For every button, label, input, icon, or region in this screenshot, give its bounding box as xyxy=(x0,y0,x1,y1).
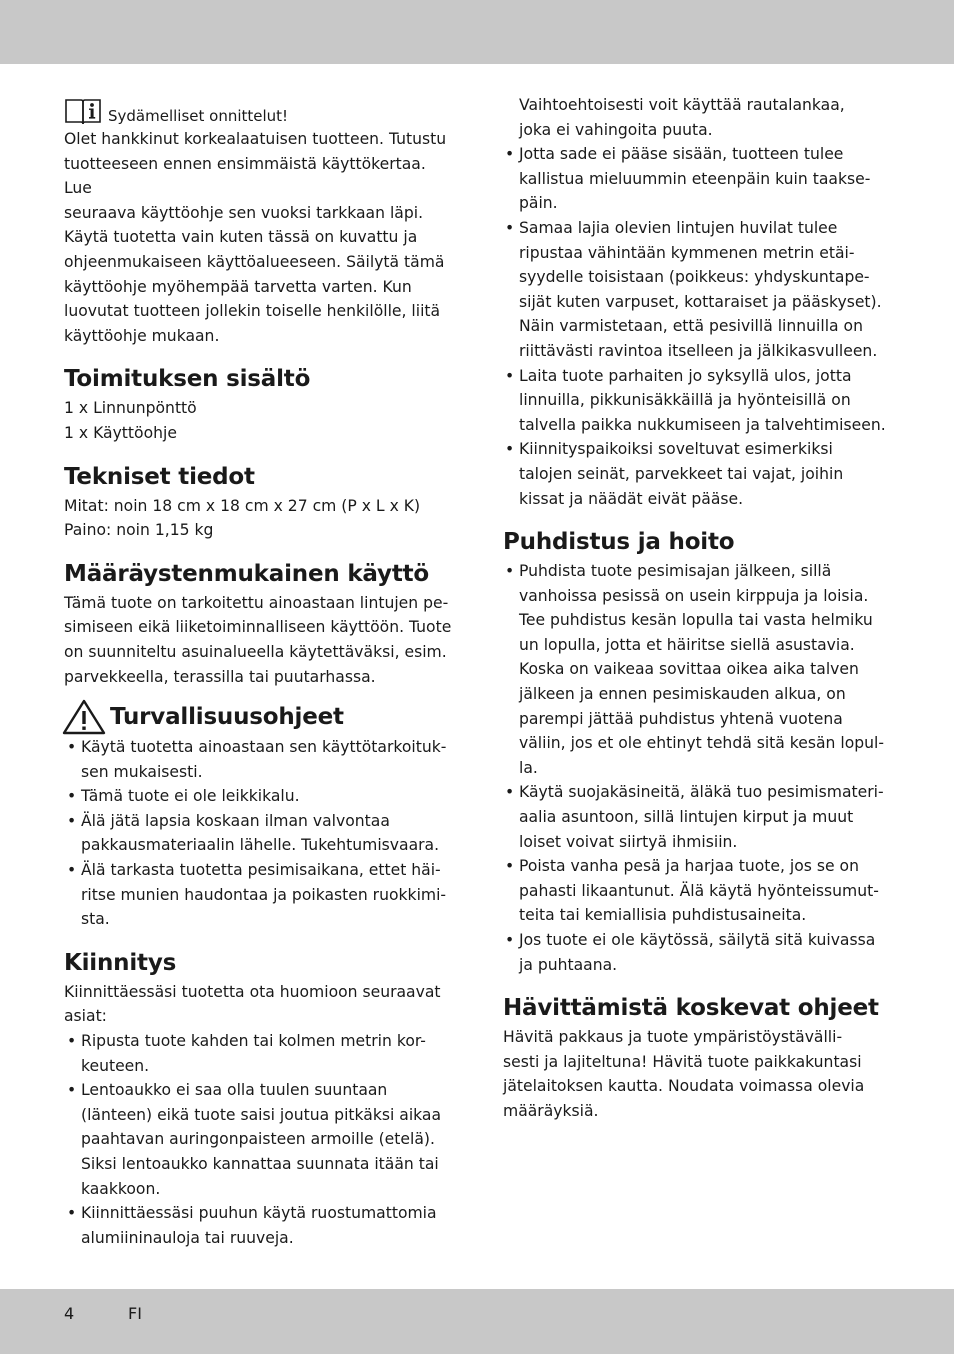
list-item-line: kaakkoon. xyxy=(81,1179,161,1198)
list-item-line: • Tämä tuote ei ole leikkikalu. xyxy=(81,787,300,806)
info-book-icon xyxy=(64,96,102,126)
delivery-list xyxy=(64,396,452,445)
list-item xyxy=(503,559,889,780)
warning-triangle-icon xyxy=(62,699,106,735)
list-item xyxy=(503,780,889,854)
mounting-line: Kiinnittäessäsi tuotetta ota huomioon seuraavat xyxy=(64,982,441,1001)
list-item-line: • Kiinnittäessäsi puuhun käytä ruostumattomia xyxy=(81,1204,437,1223)
list-item-line: • Laita tuote parhaiten jo syksyllä ulos, jotta xyxy=(519,366,852,385)
disposal-line: Hävitä pakkaus ja tuote ympäristöystävälli- xyxy=(503,1028,843,1047)
list-item xyxy=(503,437,889,511)
list-item-line: sen mukaisesti. xyxy=(81,762,203,781)
mounting-heading: Kiinnitys xyxy=(64,949,177,976)
list-item-line: • Samaa lajia olevien lintujen huvilat tulee xyxy=(519,218,838,237)
list-item xyxy=(64,1078,452,1201)
list-item-line: Tee puhdistus kesän lopulla tai vasta helmiku xyxy=(519,611,873,630)
intro-line: ohjeenmukaiseen käyttöalueeseen. Säilytä tämä xyxy=(64,252,445,271)
intro-greeting-line xyxy=(64,96,452,126)
tech-line: Mitat: noin 18 cm x 18 cm x 27 cm (P x L x K) xyxy=(64,496,421,515)
continued-line: joka ei vahingoita puuta. xyxy=(519,120,713,139)
list-item-line: loiset voivat siirtyä ihmisiin. xyxy=(519,832,738,851)
cleaning-list xyxy=(503,559,889,977)
mounting-list xyxy=(64,1029,452,1250)
list-item xyxy=(64,809,452,858)
safety-heading: Turvallisuusohjeet xyxy=(110,704,344,731)
list-item-line: • Käytä suojakäsineitä, äläkä tuo pesimismateri- xyxy=(519,783,884,802)
list-item-line: Siksi lentoaukko kannattaa suunnata itään tai xyxy=(81,1155,439,1173)
list-item-line: linnuilla, pikkunisäkkäillä ja hyönteisillä on xyxy=(519,391,851,410)
disposal-line: sesti ja lajiteltuna! Hävitä tuote paikkakuntasi xyxy=(503,1052,862,1071)
safety-list xyxy=(64,735,452,932)
page-language: FI xyxy=(128,1304,142,1323)
intro-paragraph xyxy=(64,127,452,348)
tech-heading: Tekniset tiedot xyxy=(64,463,255,490)
cleaning-heading: Puhdistus ja hoito xyxy=(503,529,735,556)
intro-line: Käytä tuotetta vain kuten tässä on kuvattu ja xyxy=(64,228,418,247)
mounting-continued xyxy=(503,93,889,142)
delivery-line: 1 x Käyttöohje xyxy=(64,423,177,442)
list-item-line: Näin varmistetaan, että pesivillä linnuilla on xyxy=(519,317,863,336)
list-item-line: parempi jättää puhdistus yhtenä vuotena xyxy=(519,709,843,728)
disposal-heading: Hävittämistä koskevat ohjeet xyxy=(503,995,879,1022)
mounting-list-continued xyxy=(503,142,889,511)
list-item-line: • Lentoaukko ei saa olla tuulen suuntaan xyxy=(81,1081,388,1100)
intro-greeting: Sydämelliset onnittelut! xyxy=(108,107,289,125)
list-item-line: • Jotta sade ei pääse sisään, tuotteen tulee xyxy=(519,145,844,164)
list-item-line: ja puhtaana. xyxy=(519,955,618,974)
list-item-line: riittävästi ravintoa itselleen ja jälkikasvulleen. xyxy=(519,341,878,360)
disposal-paragraph xyxy=(503,1025,889,1123)
list-item xyxy=(503,364,889,438)
list-item-line: kissat ja näädät eivät pääse. xyxy=(519,489,744,508)
list-item-line: talvella paikka nukkumiseen ja talvehtimiseen. xyxy=(519,415,886,434)
right-column xyxy=(503,93,889,1124)
intro-line: tuotteeseen ennen ensimmäistä käyttökertaa. Lue xyxy=(64,154,426,198)
list-item-line: vanhoissa pesissä on usein kirppuja ja loisia. xyxy=(519,586,869,605)
list-item-line: • Älä jätä lapsia koskaan ilman valvontaa xyxy=(81,811,390,830)
list-item-line: syydelle toisistaan (poikkeus: yhdyskuntape- xyxy=(519,268,870,287)
list-item-line: • Älä tarkasta tuotetta pesimisaikana, ettet häi- xyxy=(81,861,441,880)
list-item-line: sijät kuten varpuset, kottaraiset ja pääskyset). xyxy=(519,292,882,311)
left-column xyxy=(64,96,452,1250)
list-item xyxy=(503,854,889,928)
continued-line: Vaihtoehtoisesti voit käyttää rautalankaa, xyxy=(519,96,845,114)
list-item xyxy=(64,1029,452,1078)
footer-band xyxy=(0,1289,954,1354)
tech-line: Paino: noin 1,15 kg xyxy=(64,521,214,540)
list-item-line: pahasti likaantunut. Älä käytä hyönteissumut- xyxy=(519,881,879,900)
intended-line: simiseen eikä liiketoiminnalliseen käyttöön. Tuote xyxy=(64,618,452,637)
intended-use-heading: Määräystenmukainen käyttö xyxy=(64,560,430,587)
intended-line: on suunniteltu asuinalueella käytettäväksi, esim. xyxy=(64,642,447,661)
list-item-line: väliin, jos et ole ehtinyt tehdä sitä kesän lopul- xyxy=(519,734,885,753)
intended-line: parvekkeella, terassilla tai puutarhassa. xyxy=(64,667,376,686)
list-item-line: teita tai kemiallisia puhdistusaineita. xyxy=(519,906,807,925)
list-item-line: • Ripusta tuote kahden tai kolmen metrin kor- xyxy=(81,1032,426,1051)
intended-line: Tämä tuote on tarkoitettu ainoastaan lintujen pe- xyxy=(64,593,449,612)
list-item xyxy=(503,142,889,216)
list-item-line: ritse munien haudontaa ja poikasten ruokkimi- xyxy=(81,885,447,904)
disposal-line: määräyksiä. xyxy=(503,1101,599,1120)
list-item-line: talojen seinät, parvekkeet tai vajat, joihin xyxy=(519,464,844,483)
header-band xyxy=(0,0,954,64)
list-item-line: kallistua mieluummin eteenpäin kuin taakse- xyxy=(519,169,871,188)
list-item-line: päin. xyxy=(519,194,558,213)
page-number: 4 xyxy=(64,1304,75,1323)
list-item-line: paahtavan auringonpaisteen armoille (etelä). xyxy=(81,1130,435,1149)
intended-use-paragraph xyxy=(64,591,452,689)
list-item-line: jälkeen ja ennen pesimiskauden alkua, on xyxy=(519,685,846,704)
list-item-line: Koska on vaikeaa sovittaa oikea aika talven xyxy=(519,660,859,679)
list-item-line: (länteen) eikä tuote saisi joutua pitkäksi aikaa xyxy=(81,1105,442,1124)
list-item-line: • Käytä tuotetta ainoastaan sen käyttötarkoituk- xyxy=(81,738,447,757)
intro-line: seuraava käyttöohje sen vuoksi tarkkaan läpi. xyxy=(64,203,424,222)
list-item-line: keuteen. xyxy=(81,1056,150,1075)
disposal-line: jätelaitoksen kautta. Noudata voimassa olevia xyxy=(503,1077,865,1096)
mounting-line: asiat: xyxy=(64,1007,107,1026)
list-item-line: • Puhdista tuote pesimisajan jälkeen, sillä xyxy=(519,562,832,581)
list-item-line: un lopulla, jotta et häiritse siellä asustavia. xyxy=(519,635,855,654)
list-item xyxy=(64,858,452,932)
list-item-line: ripustaa vähintään kymmenen metrin etäi- xyxy=(519,243,855,262)
list-item-line: aalia asuntoon, sillä lintujen kirput ja muut xyxy=(519,808,854,827)
list-item-line: pakkausmateriaalin lähelle. Tukehtumisvaara. xyxy=(81,836,440,855)
list-item xyxy=(503,928,889,977)
tech-list xyxy=(64,494,452,543)
list-item xyxy=(64,784,452,809)
list-item xyxy=(64,735,452,784)
safety-heading-line xyxy=(64,699,452,735)
intro-line: luovutat tuotteen jollekin toiselle henkilölle, liitä xyxy=(64,302,441,321)
delivery-line: 1 x Linnunpönttö xyxy=(64,399,197,418)
list-item-line: • Kiinnityspaikoiksi soveltuvat esimerkiksi xyxy=(519,440,833,459)
list-item-line: sta. xyxy=(81,910,110,929)
delivery-heading: Toimituksen sisältö xyxy=(64,366,311,393)
list-item xyxy=(64,1201,452,1250)
mounting-intro xyxy=(64,980,452,1029)
intro-line: käyttöohje mukaan. xyxy=(64,326,220,345)
intro-line: Olet hankkinut korkealaatuisen tuotteen. Tutustu xyxy=(64,130,447,148)
list-item-line: • Poista vanha pesä ja harjaa tuote, jos se on xyxy=(519,857,859,876)
list-item xyxy=(503,216,889,364)
list-item-line: alumiininauloja tai ruuveja. xyxy=(81,1228,294,1247)
list-item-line: la. xyxy=(519,758,538,777)
list-item-line: • Jos tuote ei ole käytössä, säilytä sitä kuivassa xyxy=(519,931,876,949)
intro-line: käyttöohje myöhempää tarvetta varten. Kun xyxy=(64,277,412,296)
